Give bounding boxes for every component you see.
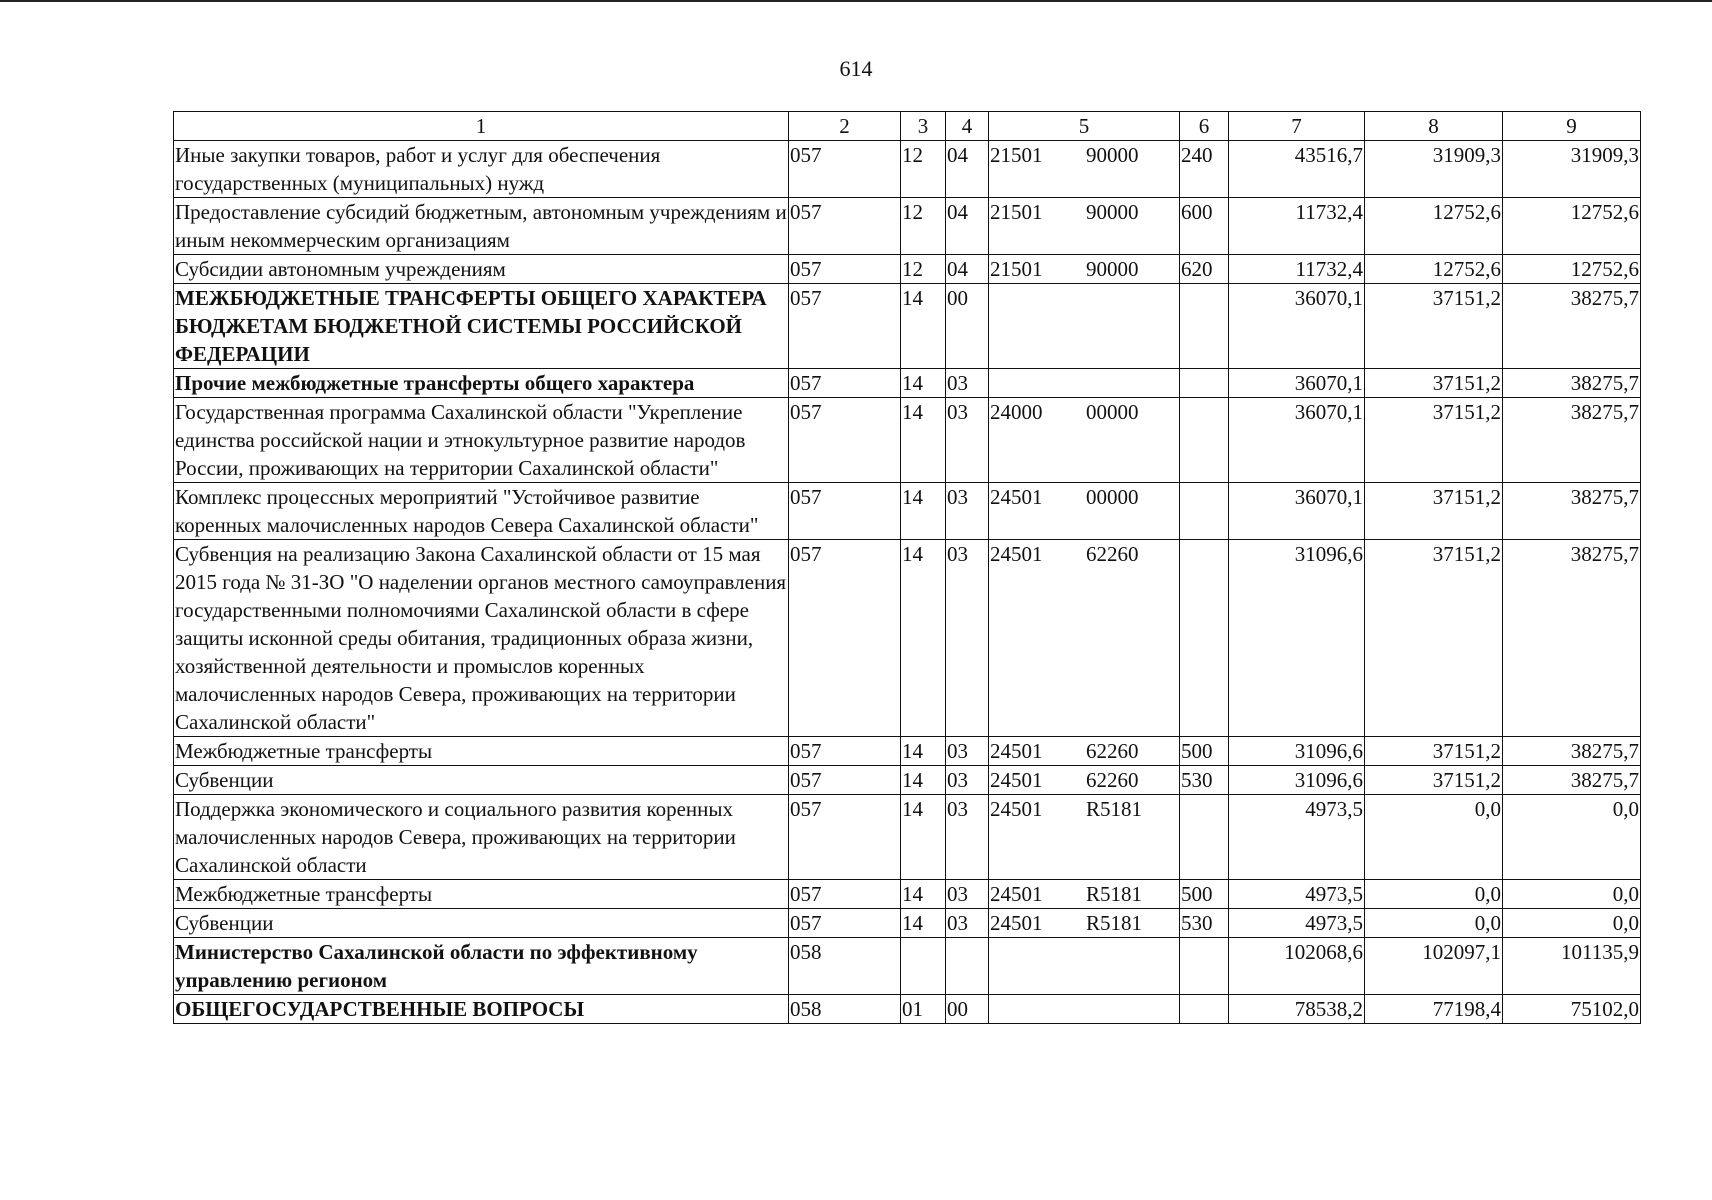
table-row: [174, 938, 1641, 995]
ministry-code-cell: 057: [789, 909, 901, 938]
row-name-cell: ОБЩЕГОСУДАРСТВЕННЫЕ ВОПРОСЫ: [174, 995, 789, 1024]
section-code-cell: 14: [901, 284, 946, 369]
expense-type-cell: 500: [1180, 737, 1229, 766]
header-cell: 6: [1180, 112, 1229, 141]
row-name-cell: Субвенция на реализацию Закона Сахалинской области от 15 мая 2015 года № 31-ЗО "О наделении органов местного самоуправления государственными полномочиями Сахалинской области в сфере защиты исконной среды обитания, традиционных образа жизни, хозяйственной деятельности и промыслов коренных малочисленных народов Севера, проживающих на территории Сахалинской области": [174, 540, 789, 737]
target-article-cell: [989, 398, 1180, 483]
amount-cell: 31096,6: [1229, 766, 1365, 795]
program-code: 24501: [990, 768, 1043, 792]
row-name-cell: Субсидии автономным учреждениям: [174, 255, 789, 284]
subsection-code-cell: 03: [946, 398, 989, 483]
amount-cell: 31096,6: [1229, 540, 1365, 737]
amount-cell: 4973,5: [1229, 795, 1365, 880]
section-code-cell: 14: [901, 909, 946, 938]
table-row: [174, 369, 1641, 398]
subsection-code-cell: 03: [946, 795, 989, 880]
amount-cell: 38275,7: [1503, 369, 1641, 398]
header-cell: 7: [1229, 112, 1365, 141]
direction-code: 62260: [1086, 739, 1139, 763]
header-cell: 9: [1503, 112, 1641, 141]
target-article-cell: [989, 795, 1180, 880]
target-article-cell: [989, 141, 1180, 198]
subsection-code-cell: 03: [946, 369, 989, 398]
amount-cell: 0,0: [1503, 909, 1641, 938]
header-cell: 4: [946, 112, 989, 141]
section-code-cell: 14: [901, 795, 946, 880]
amount-cell: 36070,1: [1229, 483, 1365, 540]
expense-type-cell: 600: [1180, 198, 1229, 255]
amount-cell: 38275,7: [1503, 284, 1641, 369]
ministry-code-cell: 057: [789, 398, 901, 483]
target-article-cell: [989, 938, 1180, 995]
row-name-cell: Субвенции: [174, 909, 789, 938]
section-code-cell: 14: [901, 540, 946, 737]
section-code-cell: 14: [901, 880, 946, 909]
amount-cell: 31096,6: [1229, 737, 1365, 766]
amount-cell: 36070,1: [1229, 398, 1365, 483]
amount-cell: 37151,2: [1365, 483, 1503, 540]
ministry-code-cell: 057: [789, 141, 901, 198]
section-code-cell: 12: [901, 141, 946, 198]
expense-type-cell: [1180, 398, 1229, 483]
section-code-cell: 14: [901, 766, 946, 795]
amount-cell: 37151,2: [1365, 398, 1503, 483]
amount-cell: 36070,1: [1229, 284, 1365, 369]
table-row: [174, 284, 1641, 369]
subsection-code-cell: 03: [946, 737, 989, 766]
amount-cell: 0,0: [1365, 795, 1503, 880]
page-number: 614: [839, 56, 873, 81]
target-article-cell: [989, 540, 1180, 737]
table-row: [174, 483, 1641, 540]
target-article-cell: [989, 284, 1180, 369]
subsection-code-cell: 03: [946, 483, 989, 540]
amount-cell: 0,0: [1503, 795, 1641, 880]
amount-cell: 75102,0: [1503, 995, 1641, 1024]
amount-cell: 31909,3: [1365, 141, 1503, 198]
table-row: [174, 255, 1641, 284]
table-row: [174, 995, 1641, 1024]
expense-type-cell: [1180, 938, 1229, 995]
program-code: 24000: [990, 400, 1043, 424]
table-row: [174, 398, 1641, 483]
subsection-code-cell: 00: [946, 284, 989, 369]
table-row: [174, 198, 1641, 255]
row-name-cell: Межбюджетные трансферты: [174, 880, 789, 909]
target-article-cell: [989, 766, 1180, 795]
ministry-code-cell: 057: [789, 255, 901, 284]
direction-code: 90000: [1086, 200, 1139, 224]
direction-code: R5181: [1086, 911, 1143, 935]
direction-code: 62260: [1086, 542, 1139, 566]
ministry-code-cell: 057: [789, 369, 901, 398]
expense-type-cell: [1180, 369, 1229, 398]
expense-type-cell: [1180, 483, 1229, 540]
ministry-code-cell: 058: [789, 995, 901, 1024]
subsection-code-cell: 03: [946, 880, 989, 909]
ministry-code-cell: 057: [789, 880, 901, 909]
amount-cell: 37151,2: [1365, 284, 1503, 369]
amount-cell: 4973,5: [1229, 880, 1365, 909]
ministry-code-cell: 057: [789, 198, 901, 255]
target-article-cell: [989, 255, 1180, 284]
table-row: [174, 540, 1641, 737]
budget-table: [173, 111, 1641, 1024]
direction-code: 00000: [1086, 485, 1139, 509]
row-name-cell: Поддержка экономического и социального развития коренных малочисленных народов Севера, проживающих на территории Сахалинской области: [174, 795, 789, 880]
expense-type-cell: [1180, 540, 1229, 737]
amount-cell: 38275,7: [1503, 540, 1641, 737]
program-code: 24501: [990, 911, 1043, 935]
row-name-cell: Прочие межбюджетные трансферты общего характера: [174, 369, 789, 398]
amount-cell: 12752,6: [1503, 255, 1641, 284]
header-cell: 5: [989, 112, 1180, 141]
section-code-cell: 14: [901, 369, 946, 398]
amount-cell: 0,0: [1365, 909, 1503, 938]
expense-type-cell: 530: [1180, 766, 1229, 795]
program-code: 24501: [990, 739, 1043, 763]
expense-type-cell: [1180, 995, 1229, 1024]
amount-cell: 101135,9: [1503, 938, 1641, 995]
ministry-code-cell: 057: [789, 483, 901, 540]
program-code: 21501: [990, 143, 1043, 167]
program-code: 21501: [990, 257, 1043, 281]
ministry-code-cell: 057: [789, 540, 901, 737]
subsection-code-cell: 00: [946, 995, 989, 1024]
header-row: [174, 112, 1641, 141]
amount-cell: 78538,2: [1229, 995, 1365, 1024]
section-code-cell: 01: [901, 995, 946, 1024]
amount-cell: 37151,2: [1365, 766, 1503, 795]
target-article-cell: [989, 198, 1180, 255]
program-code: 24501: [990, 542, 1043, 566]
section-code-cell: 14: [901, 483, 946, 540]
target-article-cell: [989, 909, 1180, 938]
direction-code: R5181: [1086, 882, 1143, 906]
section-code-cell: 12: [901, 255, 946, 284]
subsection-code-cell: 04: [946, 141, 989, 198]
section-code-cell: 12: [901, 198, 946, 255]
section-code-cell: [901, 938, 946, 995]
target-article-cell: [989, 483, 1180, 540]
section-code-cell: 14: [901, 398, 946, 483]
subsection-code-cell: 03: [946, 909, 989, 938]
amount-cell: 11732,4: [1229, 198, 1365, 255]
row-name-cell: Межбюджетные трансферты: [174, 737, 789, 766]
amount-cell: 37151,2: [1365, 737, 1503, 766]
expense-type-cell: 620: [1180, 255, 1229, 284]
direction-code: 00000: [1086, 400, 1139, 424]
target-article-cell: [989, 995, 1180, 1024]
amount-cell: 38275,7: [1503, 398, 1641, 483]
ministry-code-cell: 057: [789, 284, 901, 369]
header-cell: 8: [1365, 112, 1503, 141]
row-name-cell: Министерство Сахалинской области по эффективному управлению регионом: [174, 938, 789, 995]
amount-cell: 4973,5: [1229, 909, 1365, 938]
direction-code: 90000: [1086, 257, 1139, 281]
direction-code: 90000: [1086, 143, 1139, 167]
table-row: [174, 880, 1641, 909]
amount-cell: 77198,4: [1365, 995, 1503, 1024]
header-cell: 3: [901, 112, 946, 141]
subsection-code-cell: 04: [946, 255, 989, 284]
header-cell: 1: [174, 112, 789, 141]
amount-cell: 0,0: [1503, 880, 1641, 909]
amount-cell: 36070,1: [1229, 369, 1365, 398]
row-name-cell: Иные закупки товаров, работ и услуг для обеспечения государственных (муниципальных) нужд: [174, 141, 789, 198]
row-name-cell: МЕЖБЮДЖЕТНЫЕ ТРАНСФЕРТЫ ОБЩЕГО ХАРАКТЕРА БЮДЖЕТАМ БЮДЖЕТНОЙ СИСТЕМЫ РОССИЙСКОЙ ФЕДЕРАЦИИ: [174, 284, 789, 369]
table-row: [174, 909, 1641, 938]
amount-cell: 31909,3: [1503, 141, 1641, 198]
subsection-code-cell: 03: [946, 540, 989, 737]
table-row: [174, 737, 1641, 766]
ministry-code-cell: 057: [789, 795, 901, 880]
ministry-code-cell: 057: [789, 737, 901, 766]
header-cell: 2: [789, 112, 901, 141]
subsection-code-cell: 04: [946, 198, 989, 255]
amount-cell: 12752,6: [1503, 198, 1641, 255]
amount-cell: 11732,4: [1229, 255, 1365, 284]
program-code: 24501: [990, 797, 1043, 821]
amount-cell: 37151,2: [1365, 369, 1503, 398]
row-name-cell: Субвенции: [174, 766, 789, 795]
expense-type-cell: 500: [1180, 880, 1229, 909]
ministry-code-cell: 057: [789, 766, 901, 795]
target-article-cell: [989, 369, 1180, 398]
amount-cell: 38275,7: [1503, 483, 1641, 540]
row-name-cell: Государственная программа Сахалинской области "Укрепление единства российской нации и этнокультурное развитие народов России, проживающих на территории Сахалинской области": [174, 398, 789, 483]
amount-cell: 38275,7: [1503, 766, 1641, 795]
amount-cell: 0,0: [1365, 880, 1503, 909]
subsection-code-cell: 03: [946, 766, 989, 795]
row-name-cell: Предоставление субсидий бюджетным, автономным учреждениям и иным некоммерческим организациям: [174, 198, 789, 255]
subsection-code-cell: [946, 938, 989, 995]
amount-cell: 102097,1: [1365, 938, 1503, 995]
amount-cell: 43516,7: [1229, 141, 1365, 198]
program-code: 24501: [990, 882, 1043, 906]
expense-type-cell: [1180, 284, 1229, 369]
amount-cell: 12752,6: [1365, 198, 1503, 255]
target-article-cell: [989, 880, 1180, 909]
expense-type-cell: [1180, 795, 1229, 880]
amount-cell: 38275,7: [1503, 737, 1641, 766]
table-row: [174, 141, 1641, 198]
amount-cell: 37151,2: [1365, 540, 1503, 737]
table-row: [174, 795, 1641, 880]
section-code-cell: 14: [901, 737, 946, 766]
direction-code: 62260: [1086, 768, 1139, 792]
target-article-cell: [989, 737, 1180, 766]
expense-type-cell: 530: [1180, 909, 1229, 938]
direction-code: R5181: [1086, 797, 1143, 821]
expense-type-cell: 240: [1180, 141, 1229, 198]
ministry-code-cell: 058: [789, 938, 901, 995]
amount-cell: 12752,6: [1365, 255, 1503, 284]
row-name-cell: Комплекс процессных мероприятий "Устойчивое развитие коренных малочисленных народов Севера Сахалинской области": [174, 483, 789, 540]
program-code: 21501: [990, 200, 1043, 224]
amount-cell: 102068,6: [1229, 938, 1365, 995]
program-code: 24501: [990, 485, 1043, 509]
table-row: [174, 766, 1641, 795]
